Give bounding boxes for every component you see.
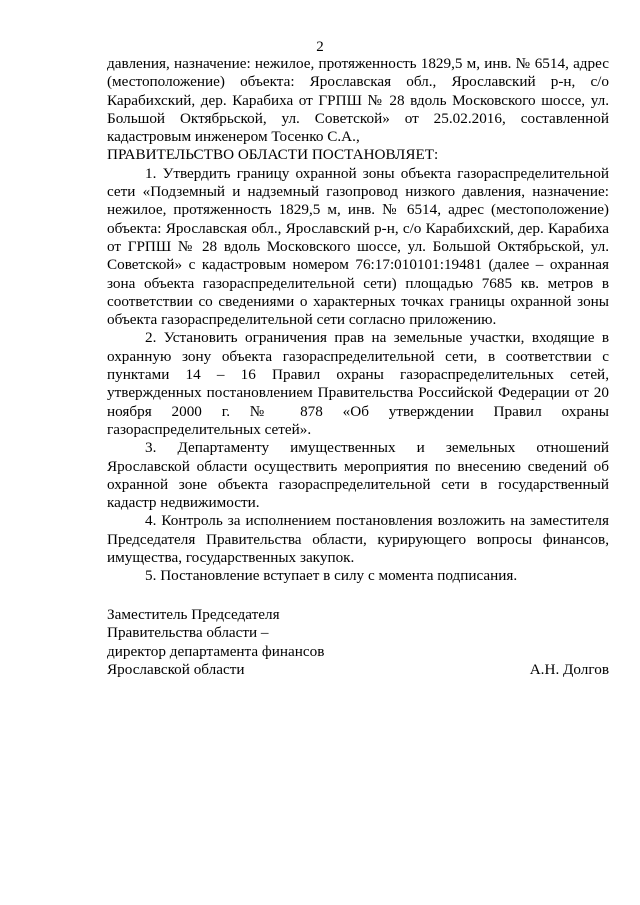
document-body [107,55,609,586]
signature-block [107,606,609,679]
clause-1: 1. Утвердить границу охранной зоны объекта газораспределительной сети «Подземный и надземный газопровод низкого давления, назначение: нежилое, протяженность 1829,5 м, инв. № 6514, адрес (местоположение) объекта: Ярославская обл., Ярославский р-н, с/о Карабихский, дер. Карабиха от ГРПШ № 28 вдоль Московского шоссе, ул. Большой Октябрьской, ул. Советской» с кадастровым номером 76:17:010101:19481 (далее – охранная зона объекта газораспределительной сети) площадью 7685 кв. метров в соответствии со сведениями о характерных точках границы охранной зоны объекта газораспределительной сети согласно приложению. [107,164,609,329]
signatory-last-line [107,661,609,679]
signatory-name: А.Н. Долгов [529,660,609,678]
page-number: 2 [316,39,324,55]
clause-5: 5. Постановление вступает в силу с момента подписания. [145,567,518,585]
intro-paragraph: давления, назначение: нежилое, протяженность 1829,5 м, инв. № 6514, адрес (местоположение) объекта: Ярославская обл., Ярославский р-н, с/о Карабихский, дер. Карабиха от ГРПШ № 28 вдоль Московского шоссе, ул. Большой Октябрьской, ул. Советской» от 25.02.2016, составленной кадастровым инженером Тосенко С.А., [107,55,609,146]
signatory-title-line-3: директор департамента финансов [107,642,325,660]
clause-4: 4. Контроль за исполнением постановления возложить на заместителя Председателя Правительства области, курирующего вопросы финансов, имущества, государственных закупок. [107,512,609,567]
signatory-title-line-1: Заместитель Председателя [107,606,280,623]
resolution-heading: ПРАВИТЕЛЬСТВО ОБЛАСТИ ПОСТАНОВЛЯЕТ: [107,146,439,164]
signatory-title-line-4: Ярославской области [107,660,245,678]
clause-3: 3. Департаменту имущественных и земельных отношений Ярославской области осуществить мероприятия по внесению сведений об охранной зоне объекта газораспределительной сети в государственный кадастр недвижимости. [107,439,609,512]
clause-2: 2. Установить ограничения прав на земельные участки, входящие в охранную зону объекта газораспределительной сети, в соответствии с пунктами 14 – 16 Правил охраны газораспределительных сетей, утвержденных постановлением Правительства Российской Федерации от 20 ноября 2000 г. № 878 «Об утверждении Правил охраны газораспределительных сетей». [107,329,609,438]
signatory-title-line-2: Правительства области – [107,624,269,642]
